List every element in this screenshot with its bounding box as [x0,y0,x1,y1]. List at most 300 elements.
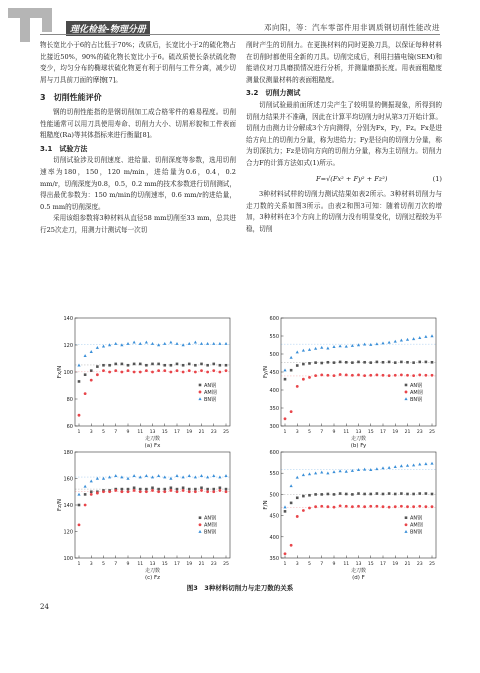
legend-marker [405,523,408,526]
x-tick-label: 3 [295,430,299,435]
x-tick-label: 5 [308,430,311,435]
x-tick-label: 13 [355,562,362,567]
data-point [102,345,105,348]
data-point [163,364,166,367]
data-point [320,373,323,376]
data-point [77,493,80,496]
figure-caption: 图3 3种材料切削力与走刀数的关系 [186,584,294,592]
data-point [425,492,428,495]
data-point [169,477,172,480]
data-point [290,544,293,547]
data-point [225,364,228,367]
data-point [212,474,215,477]
legend-label: AN钢 [204,382,217,389]
data-point [308,376,311,379]
journal-title: 理化检验-物理分册 [66,21,150,36]
data-point [363,493,366,496]
data-point [382,505,385,508]
data-point [431,505,434,508]
y-tick-label: 600 [269,450,279,456]
data-point [333,506,336,509]
data-point [351,505,354,508]
x-tick-label: 23 [210,562,217,567]
data-point [345,373,348,376]
data-point [114,488,117,491]
data-point [78,504,81,507]
data-point [175,342,178,345]
data-point [351,374,354,377]
equation-rhs: √(Fx² + Fy² + Fz²) [326,174,388,183]
data-point [394,465,397,468]
data-point [182,371,185,374]
legend-marker [404,397,407,400]
right-column [246,40,442,236]
data-point [375,467,378,470]
data-point [290,410,293,413]
data-point [108,489,111,492]
data-point [320,362,323,365]
data-point [163,490,166,493]
data-point [133,489,136,492]
data-point [194,371,197,374]
data-point [84,373,87,376]
data-point [296,351,299,354]
data-point [102,477,105,480]
y-tick-label: 180 [63,450,73,456]
data-point [145,488,148,491]
legend-marker [198,397,201,400]
data-point [314,493,317,496]
data-point [175,474,178,477]
running-header: 邓向阳，等：汽车零部件用非调质钢切削性能改进 [264,23,440,32]
data-point [157,474,160,477]
data-point [369,374,372,377]
data-point [376,492,379,495]
x-tick-label: 25 [223,562,229,567]
data-point [78,414,81,417]
data-point [327,361,330,364]
data-point [163,488,166,491]
data-point [139,475,142,478]
y-tick-label: 500 [269,352,279,358]
data-point [406,374,409,377]
paragraph: 切削试验最前面所述刀尖产生了较明显的侧振现象，所得到的切削力结果并不准确，因此在计算平均切削力时从第3刀开始计算。切削力由测力计分解成3个方向测得，分别为Fx，Fy，Fz。Fx是进给方向上的切削力分量，称为进给力；Fy是径向的切削力分量，称为切深抗力；Fz是切向方向的切削力分量，称为主切削力。切削力合力F的计算方法如式(1)所示。 [246,100,442,167]
data-point [145,369,148,372]
data-point [133,486,136,489]
data-point [302,363,305,366]
data-point [302,509,305,512]
data-point [96,346,99,349]
x-tick-label: 15 [161,562,168,567]
data-point [400,361,403,364]
left-column [40,40,236,237]
data-point [369,493,372,496]
legend-marker [404,530,407,533]
data-point [200,369,203,372]
data-point [225,488,228,491]
data-point [326,347,329,350]
data-point [406,493,409,496]
x-tick-label: 23 [210,430,217,435]
data-point [133,474,136,477]
legend-marker [199,391,202,394]
data-point [108,490,111,493]
legend-label: BN钢 [204,396,217,403]
x-tick-label: 19 [186,430,193,435]
data-point [290,484,293,487]
equation-number: (1) [432,174,442,183]
data-point [114,489,117,492]
data-point [114,363,117,366]
y-tick-label: 120 [63,343,73,349]
data-point [400,464,403,467]
data-point [126,477,129,480]
data-point [412,463,415,466]
x-axis-label: 走刀数 [350,436,367,442]
paragraph: 钢的切削性能指的是钢切削加工成合格零件的难易程度。切削性能通常可以用刀具使用寿命、切削力大小、切屑形貌和工件表面粗糙度(Ra)等其体指标来进行衡量[8]。 [40,107,236,140]
x-tick-label: 9 [126,562,130,567]
legend-marker [405,516,408,519]
data-point [169,371,172,374]
x-tick-label: 21 [404,430,411,435]
data-point [219,364,222,367]
data-point [394,374,397,377]
data-point [133,371,136,374]
legend-marker [199,523,202,526]
data-point [78,380,81,383]
data-point [218,489,221,492]
data-point [170,486,173,489]
x-tick-label: 25 [429,562,435,567]
data-point [206,475,209,478]
legend-marker [405,384,408,387]
data-point [170,364,173,367]
data-point [363,374,366,377]
data-point [157,490,160,493]
legend-label: AM钢 [204,522,217,529]
y-tick-label: 500 [269,492,279,499]
x-tick-label: 21 [404,562,411,567]
data-point [218,475,221,478]
data-point [120,490,123,493]
data-point [182,364,185,367]
x-tick-label: 19 [186,562,193,567]
data-point [382,493,385,496]
data-point [326,374,329,377]
data-point [394,361,397,364]
data-point [339,492,342,495]
panel-label: (c) Fz [144,575,161,581]
data-point [314,361,317,364]
y-tick-label: 600 [269,316,279,322]
legend-marker [199,516,202,519]
x-tick-label: 19 [392,562,399,567]
data-point [212,363,215,366]
data-point [314,374,317,377]
y-tick-label: 400 [269,388,279,394]
y-axis-label: Fy/N [263,366,269,378]
data-point [102,369,105,372]
data-point [357,343,360,346]
data-point [400,492,403,495]
y-tick-label: 80 [66,397,73,403]
legend-label: AM钢 [410,389,423,396]
legend-label: AN钢 [410,515,423,522]
data-point [431,493,434,496]
data-point [412,493,415,496]
x-tick-label: 17 [174,430,180,435]
data-point [84,354,87,357]
data-point [345,345,348,348]
data-point [400,373,403,376]
data-point [284,417,287,420]
data-point [388,506,391,509]
data-point [114,342,117,345]
data-point [157,363,160,366]
x-tick-label: 11 [137,562,144,567]
y-tick-label: 400 [269,534,279,541]
data-point [369,361,372,364]
data-point [96,490,99,493]
data-point [108,475,111,478]
data-point [412,337,415,340]
y-tick-label: 350 [269,556,279,562]
data-point [102,364,105,367]
data-point [157,369,160,372]
data-point [345,505,348,508]
data-point [108,364,111,367]
data-point [284,378,287,381]
data-point [169,341,172,344]
data-point [108,371,111,374]
equation [246,174,442,186]
data-point [345,361,348,364]
data-point [151,371,154,374]
data-point [388,361,391,364]
data-point [302,473,305,476]
x-tick-label: 25 [429,430,435,435]
data-point [339,361,342,364]
data-point [314,505,317,508]
data-point [412,374,415,377]
data-point [139,363,142,366]
x-tick-label: 13 [355,430,362,435]
data-point [114,474,117,477]
x-tick-label: 1 [77,562,81,567]
data-point [127,369,130,372]
data-point [320,346,323,349]
data-point [96,365,99,368]
data-point [375,373,378,376]
data-point [206,364,209,367]
x-tick-label: 9 [332,430,336,435]
data-point [194,341,197,344]
y-tick-label: 60 [66,424,73,430]
x-tick-label: 25 [223,430,229,435]
data-point [145,364,148,367]
data-point [424,335,427,338]
data-point [418,463,421,466]
data-point [84,392,87,395]
data-point [182,475,185,478]
y-tick-label: 300 [269,424,279,430]
y-tick-label: 140 [63,316,73,322]
data-point [369,468,372,471]
data-point [120,475,123,478]
data-point [431,361,434,364]
data-point [351,344,354,347]
x-tick-label: 21 [198,430,205,435]
data-point [218,342,221,345]
data-point [314,347,317,350]
legend-label: AN钢 [204,515,217,522]
page-number: 24 [40,603,49,611]
paragraph: 3种材料试样的切削力测试结果如表2所示。3种材料切削力与走刀数的关系如图3所示。由表2和图3可知：随着切削刀次的增加，3种材料在3个方向上的切削力没有明显变化，切削过程较为平稳，切削 [246,190,442,233]
y-tick-label: 100 [63,556,73,562]
data-point [163,369,166,372]
data-point [212,369,215,372]
legend-label: AM钢 [410,522,423,529]
y-tick-label: 450 [269,370,279,376]
data-point [200,474,203,477]
x-tick-label: 15 [367,562,374,567]
legend-label: AN钢 [410,382,423,389]
data-point [84,485,87,488]
data-point [163,342,166,345]
data-point [351,493,354,496]
y-tick-label: 550 [269,471,279,478]
data-point [400,339,403,342]
data-point [363,468,366,471]
x-tick-label: 9 [332,562,336,567]
data-point [302,495,305,498]
data-point [151,363,154,366]
data-point [176,488,179,491]
data-point [182,343,185,346]
section-heading: 3 切削性能评价 [40,93,102,103]
data-point [357,373,360,376]
data-point [225,369,228,372]
x-tick-label: 11 [137,430,144,435]
data-point [425,361,428,364]
data-point [176,369,179,372]
data-point [194,475,197,478]
x-tick-label: 17 [174,562,180,567]
x-tick-label: 19 [392,430,399,435]
data-point [139,342,142,345]
legend-marker [198,530,201,533]
x-tick-label: 11 [343,430,350,435]
data-point [357,361,360,364]
data-point [314,472,317,475]
data-point [302,378,305,381]
data-point [206,371,209,374]
data-point [120,343,123,346]
y-tick-label: 120 [63,529,73,536]
data-point [430,462,433,465]
x-tick-label: 23 [416,562,423,567]
data-point [139,490,142,493]
data-point [219,486,222,489]
legend-marker [199,384,202,387]
data-point [169,489,172,492]
data-point [151,342,154,345]
data-point [127,490,130,493]
data-point [188,474,191,477]
data-point [163,475,166,478]
x-tick-label: 1 [77,430,81,435]
data-point [375,505,378,508]
data-point [418,373,421,376]
data-point [283,369,286,372]
y-tick-label: 100 [63,370,73,376]
data-point [176,363,179,366]
data-point [218,371,221,374]
x-tick-label: 11 [343,562,350,567]
data-point [212,342,215,345]
data-point [188,363,191,366]
data-point [339,469,342,472]
data-point [394,340,397,343]
data-point [188,369,191,372]
data-point [127,364,130,367]
y-axis-label: F/N [263,500,269,510]
data-point [369,343,372,346]
y-tick-label: 450 [269,513,279,520]
data-point [284,552,287,555]
subsection-heading: 3.1 试验方法 [40,144,88,153]
data-point [127,488,130,491]
data-point [400,505,403,508]
legend-label: AM钢 [204,389,217,396]
data-point [102,489,105,492]
data-point [188,490,191,493]
x-axis-label: 走刀数 [144,436,161,442]
x-tick-label: 7 [114,430,118,435]
data-point [284,510,287,513]
legend-label: BN钢 [204,529,217,536]
x-axis-label: 走刀数 [350,568,367,574]
data-point [182,489,185,492]
data-point [139,371,142,374]
x-tick-label: 15 [161,430,168,435]
data-point [151,489,154,492]
data-point [77,364,80,367]
data-point [151,475,154,478]
data-point [418,361,421,364]
data-point [363,343,366,346]
legend-label: BN钢 [410,529,423,536]
data-point [114,369,117,372]
data-point [120,371,123,374]
data-point [225,490,228,493]
header-rule [40,34,440,35]
data-point [363,505,366,508]
data-point [296,515,299,518]
data-point [369,505,372,508]
data-point [308,472,311,475]
data-point [194,364,197,367]
data-point [126,342,129,345]
data-point [151,486,154,489]
data-point [345,493,348,496]
data-point [133,341,136,344]
data-point [212,490,215,493]
x-tick-label: 1 [283,430,287,435]
data-point [351,361,354,364]
paragraph: 物长宽比小于6的占比低于70%；改质后，长宽比小于2的硫化物占比接近50%，90%的硫化物长宽比小于6。硫改质使长条状硫化物变少，均匀分布的椭球状硫化物更有利于切削与工件分离，减少切屑与刀具前刀面的摩擦[7]。 [40,41,236,84]
data-point [381,342,384,345]
